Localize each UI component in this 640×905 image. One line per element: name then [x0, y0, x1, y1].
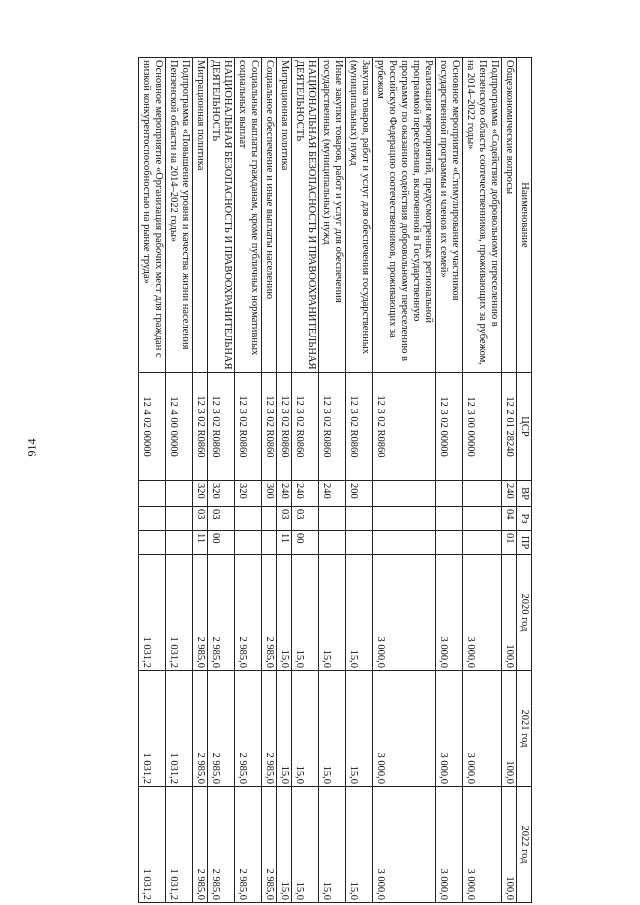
cell-2022: 15,0 [346, 787, 373, 903]
cell-vr [436, 481, 463, 507]
cell-csr: 12 3 02 R0860 [208, 373, 235, 481]
cell-2021: 15,0 [319, 671, 346, 787]
cell-2021: 2 985,0 [193, 671, 208, 787]
cell-name: Подпрограмма «Повышение уровня и качества жизни населения Пензенской области на 2014–2022 годы» [166, 58, 193, 373]
cell-csr: 12 3 00 00000 [463, 373, 502, 481]
cell-pr: 00 [292, 531, 319, 555]
table-row [235, 58, 262, 903]
header-vr: ВР [517, 481, 532, 507]
cell-2020: 15,0 [346, 555, 373, 671]
cell-csr: 12 3 02 R0860 [262, 373, 277, 481]
header-name: Наименование [517, 58, 532, 373]
cell-vr: 300 [262, 481, 277, 507]
cell-2022: 3 000,0 [463, 787, 502, 903]
cell-rz: 03 [277, 507, 292, 531]
cell-2021: 100,0 [502, 671, 517, 787]
cell-rz [235, 507, 262, 531]
table-row [319, 58, 346, 903]
cell-vr [139, 481, 166, 507]
header-rz: Рз [517, 507, 532, 531]
cell-pr [139, 531, 166, 555]
cell-vr [373, 481, 436, 507]
cell-2021: 1 031,2 [166, 671, 193, 787]
cell-2021: 2 985,0 [208, 671, 235, 787]
cell-2022: 100,0 [502, 787, 517, 903]
cell-2022: 15,0 [277, 787, 292, 903]
cell-name: НАЦИОНАЛЬНАЯ БЕЗОПАСНОСТЬ И ПРАВООХРАНИТЕЛЬНАЯ ДЕЯТЕЛЬНОСТЬ [292, 58, 319, 373]
header-2022: 2022 год [517, 787, 532, 903]
cell-2020: 2 985,0 [193, 555, 208, 671]
cell-name: Иные закупки товаров, работ и услуг для обеспечения государственных (муниципальных) нужд [319, 58, 346, 373]
cell-csr: 12 4 00 00000 [166, 373, 193, 481]
budget-table [138, 57, 532, 903]
cell-pr: 11 [277, 531, 292, 555]
cell-2021: 1 031,2 [139, 671, 166, 787]
cell-name: Социальное обеспечение и иные выплаты населению [262, 58, 277, 373]
cell-name: НАЦИОНАЛЬНАЯ БЕЗОПАСНОСТЬ И ПРАВООХРАНИТЕЛЬНАЯ ДЕЯТЕЛЬНОСТЬ [208, 58, 235, 373]
table-row [292, 58, 319, 903]
cell-pr: 01 [502, 531, 517, 555]
cell-2022: 2 985,0 [235, 787, 262, 903]
cell-vr [463, 481, 502, 507]
cell-csr: 12 3 02 R0860 [277, 373, 292, 481]
cell-2021: 15,0 [277, 671, 292, 787]
table-row [373, 58, 436, 903]
cell-vr: 320 [235, 481, 262, 507]
cell-pr [319, 531, 346, 555]
cell-2022: 2 985,0 [193, 787, 208, 903]
cell-pr [235, 531, 262, 555]
cell-name: Миграционная политика [277, 58, 292, 373]
cell-csr: 12 2 01 28240 [502, 373, 517, 481]
cell-rz: 03 [292, 507, 319, 531]
cell-2020: 1 031,2 [166, 555, 193, 671]
cell-2022: 2 985,0 [262, 787, 277, 903]
cell-2021: 2 985,0 [262, 671, 277, 787]
cell-name: Миграционная политика [193, 58, 208, 373]
cell-2022: 15,0 [319, 787, 346, 903]
cell-2020: 3 000,0 [463, 555, 502, 671]
cell-vr: 320 [208, 481, 235, 507]
cell-name: Основное мероприятие «Организация рабочих мест для граждан с низкой конкурентоспособностью на рынке труда» [139, 58, 166, 373]
cell-2020: 15,0 [277, 555, 292, 671]
cell-vr: 240 [502, 481, 517, 507]
cell-rz: 04 [502, 507, 517, 531]
cell-2020: 2 985,0 [235, 555, 262, 671]
table-row [262, 58, 277, 903]
table-row [346, 58, 373, 903]
cell-2021: 2 985,0 [235, 671, 262, 787]
cell-pr [166, 531, 193, 555]
cell-rz [139, 507, 166, 531]
table-row [436, 58, 463, 903]
cell-2020: 3 000,0 [436, 555, 463, 671]
header-2020: 2020 год [517, 555, 532, 671]
cell-2021: 3 000,0 [463, 671, 502, 787]
table-row [502, 58, 517, 903]
table-row [139, 58, 166, 903]
cell-rz [463, 507, 502, 531]
table-row [208, 58, 235, 903]
cell-2020: 15,0 [319, 555, 346, 671]
cell-2021: 3 000,0 [373, 671, 436, 787]
table-row [193, 58, 208, 903]
cell-rz [166, 507, 193, 531]
table-row [277, 58, 292, 903]
cell-pr: 00 [208, 531, 235, 555]
cell-vr: 200 [346, 481, 373, 507]
cell-2022: 2 985,0 [208, 787, 235, 903]
cell-csr: 12 4 02 00000 [139, 373, 166, 481]
cell-pr [346, 531, 373, 555]
cell-2020: 2 985,0 [208, 555, 235, 671]
header-2021: 2021 год [517, 671, 532, 787]
cell-2020: 2 985,0 [262, 555, 277, 671]
cell-csr: 12 3 02 R0860 [235, 373, 262, 481]
cell-2021: 15,0 [292, 671, 319, 787]
cell-2022: 1 031,2 [166, 787, 193, 903]
cell-csr: 12 3 02 R0860 [346, 373, 373, 481]
cell-pr [262, 531, 277, 555]
cell-pr [463, 531, 502, 555]
cell-rz [373, 507, 436, 531]
cell-2020: 100,0 [502, 555, 517, 671]
cell-2021: 3 000,0 [436, 671, 463, 787]
rotated-page-content [92, 57, 532, 902]
header-csr: ЦСР [517, 373, 532, 481]
cell-csr: 12 3 02 R0860 [193, 373, 208, 481]
cell-csr: 12 3 02 R0860 [373, 373, 436, 481]
cell-vr: 240 [319, 481, 346, 507]
cell-rz [262, 507, 277, 531]
cell-2020: 15,0 [292, 555, 319, 671]
cell-2022: 15,0 [292, 787, 319, 903]
cell-csr: 12 3 02 R0860 [319, 373, 346, 481]
cell-vr: 240 [277, 481, 292, 507]
cell-rz [436, 507, 463, 531]
cell-name: Закупка товаров, работ и услуг для обеспечения государственных (муниципальных) нужд [346, 58, 373, 373]
cell-vr: 320 [193, 481, 208, 507]
cell-csr: 12 3 02 R0860 [292, 373, 319, 481]
cell-rz: 03 [193, 507, 208, 531]
cell-name: Основное мероприятие «Стимулирование участников государственной программы и членов их семей» [436, 58, 463, 373]
table-row [463, 58, 502, 903]
cell-vr [166, 481, 193, 507]
cell-name: Подпрограмма «Содействие добровольному переселению в Пензенскую область соотечественников, проживающих за рубежом, на 2014–2022 годы» [463, 58, 502, 373]
cell-2020: 3 000,0 [373, 555, 436, 671]
header-pr: ПР [517, 531, 532, 555]
cell-name: Реализация мероприятий, предусмотренных региональной программой переселения, включенной в Государственную программу по оказанию содействия добровольному переселению в Российскую Федерацию соотечественников, проживающих за рубежом [373, 58, 436, 373]
cell-2022: 3 000,0 [436, 787, 463, 903]
cell-rz [319, 507, 346, 531]
table-header-row [517, 58, 532, 903]
cell-name: Социальные выплаты гражданам, кроме публичных нормативных социальных выплат [235, 58, 262, 373]
cell-rz [346, 507, 373, 531]
cell-2020: 1 031,2 [139, 555, 166, 671]
cell-2022: 3 000,0 [373, 787, 436, 903]
cell-csr: 12 3 02 00000 [436, 373, 463, 481]
cell-rz: 03 [208, 507, 235, 531]
cell-vr: 240 [292, 481, 319, 507]
table-body [139, 58, 517, 903]
cell-pr [436, 531, 463, 555]
page-number: 914 [24, 438, 39, 457]
cell-name: Общеэкономические вопросы [502, 58, 517, 373]
table-row [166, 58, 193, 903]
cell-pr [373, 531, 436, 555]
cell-2021: 15,0 [346, 671, 373, 787]
cell-pr: 11 [193, 531, 208, 555]
cell-2022: 1 031,2 [139, 787, 166, 903]
